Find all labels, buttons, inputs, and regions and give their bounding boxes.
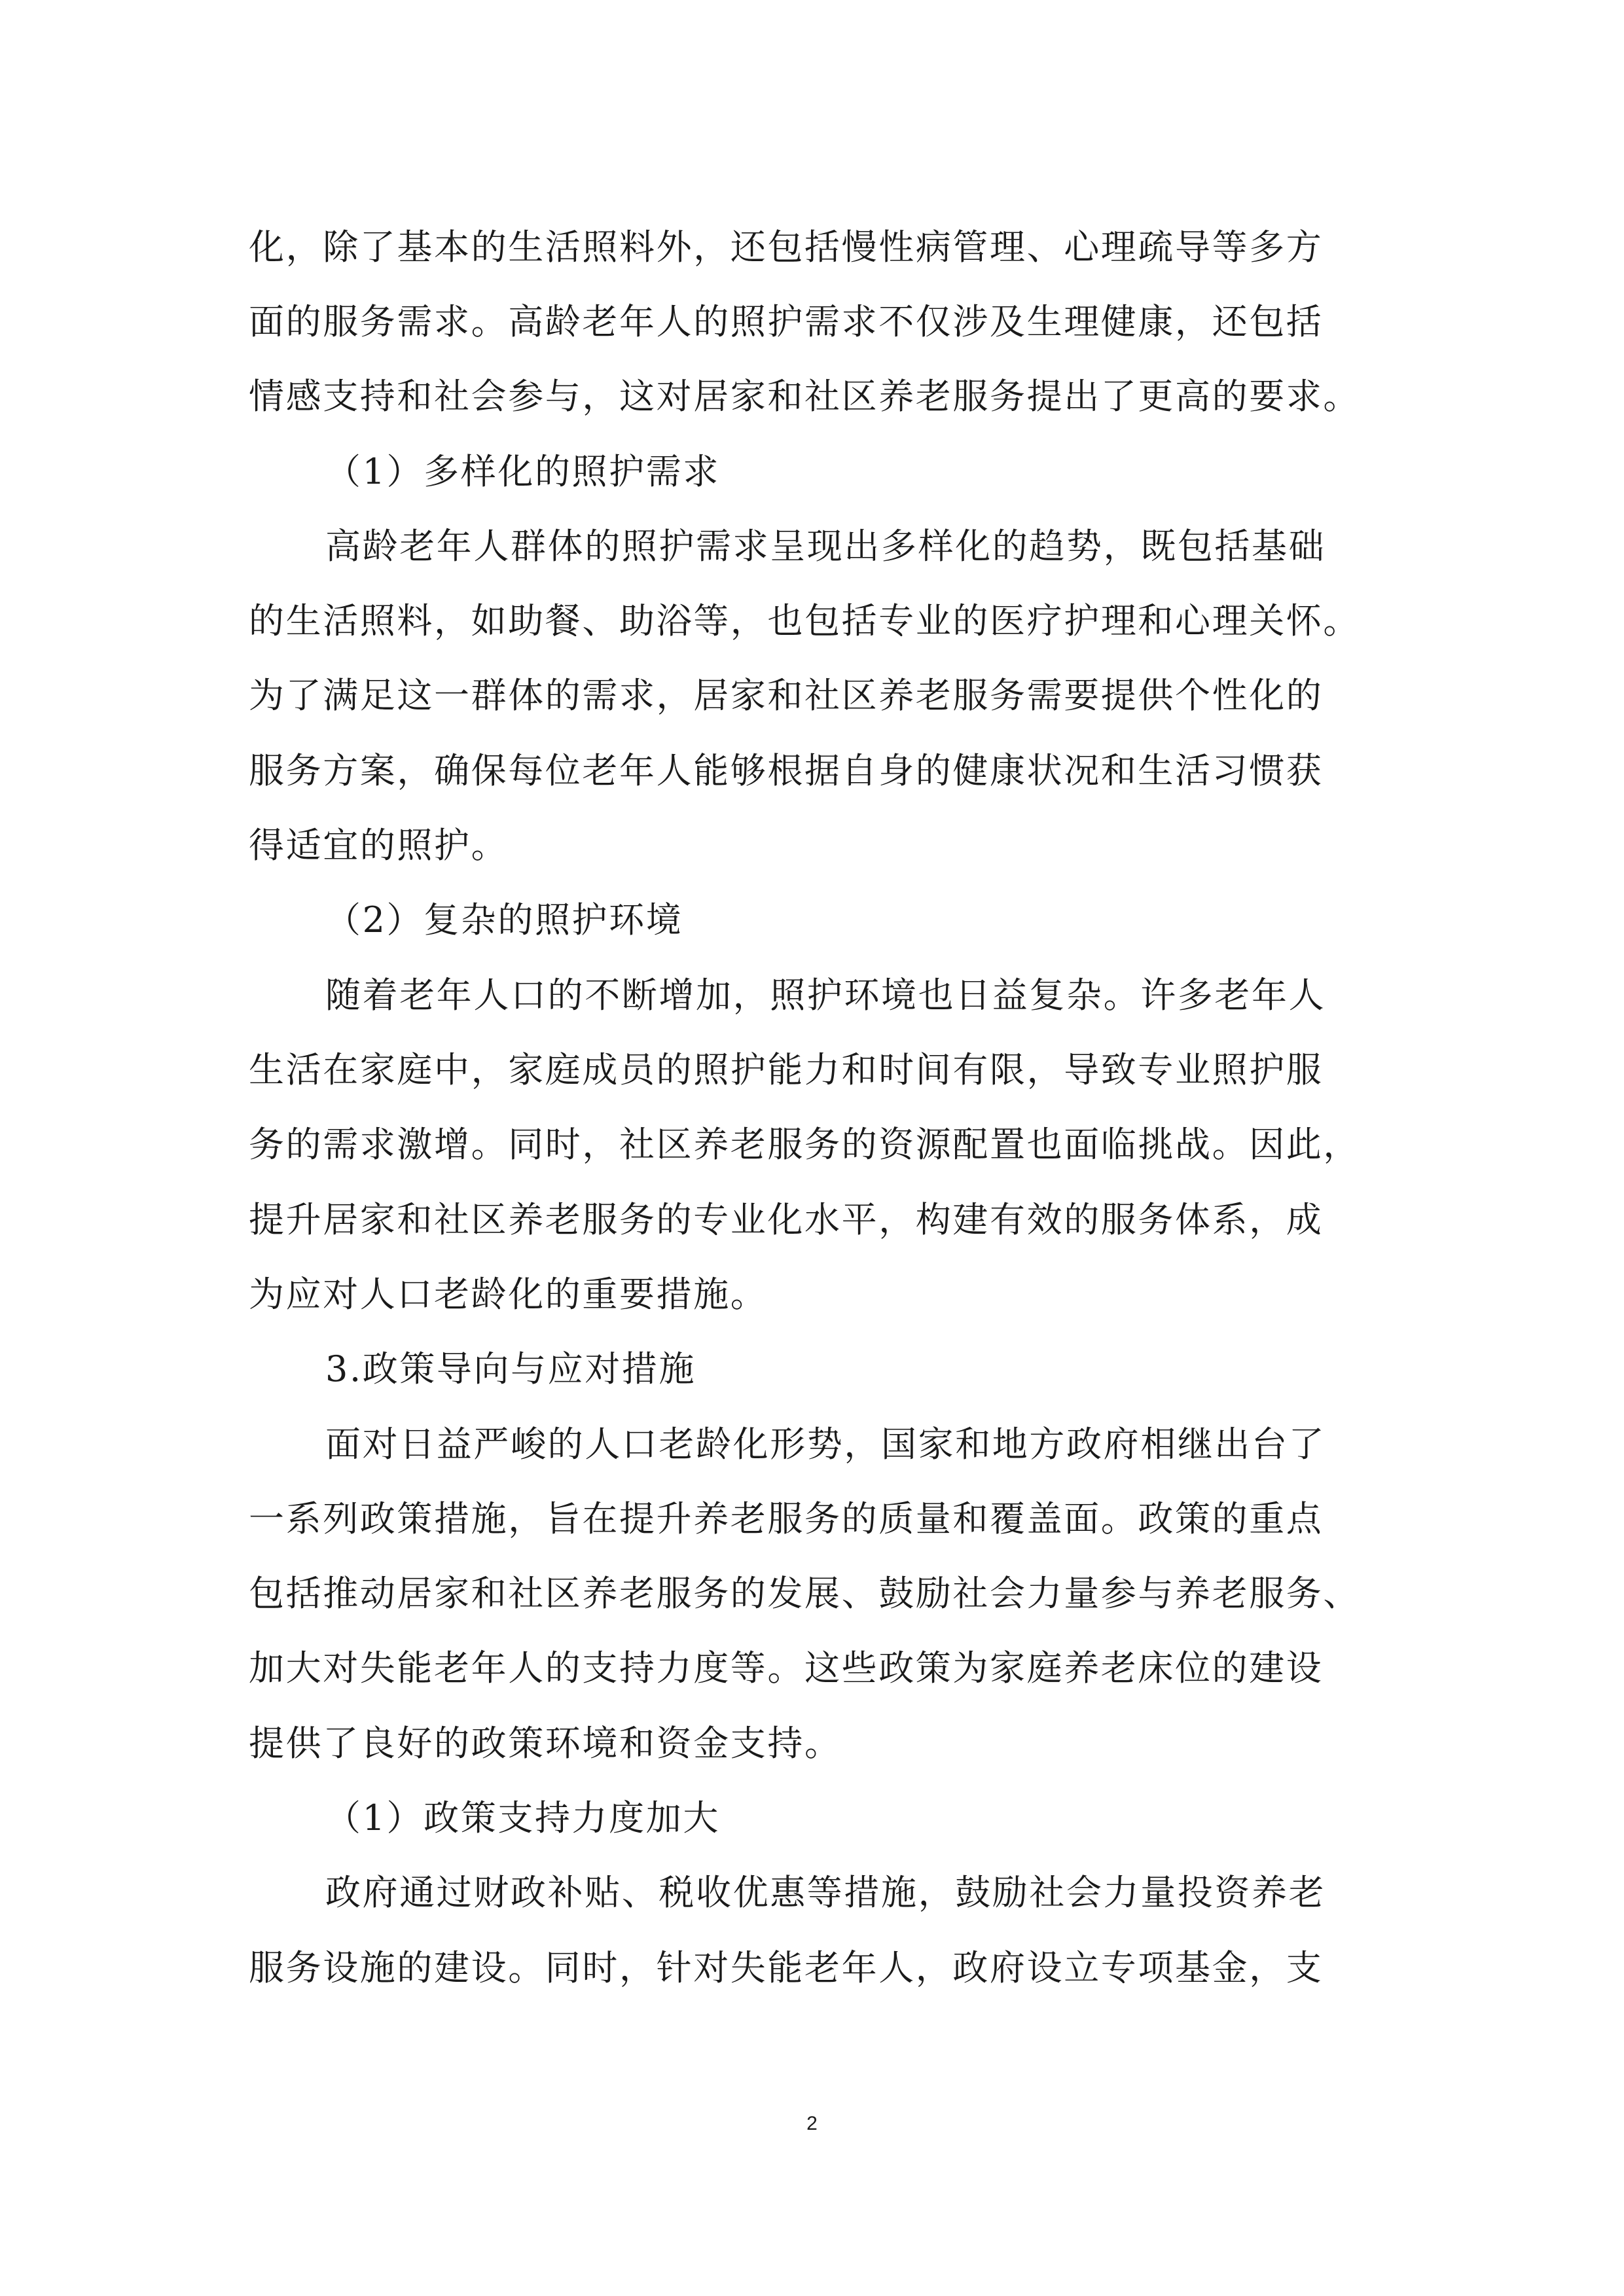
- text-line: 为了满足这一群体的需求，居家和社区养老服务需要提供个性化的: [249, 675, 1324, 716]
- text-line: 高龄老年人群体的照护需求呈现出多样化的趋势，既包括基础: [325, 526, 1326, 567]
- text-line: 加大对失能老年人的支持力度等。这些政策为家庭养老床位的建设: [249, 1647, 1324, 1689]
- text-line: 面的服务需求。高龄老年人的照护需求不仅涉及生理健康，还包括: [249, 301, 1324, 342]
- text-line: 包括推动居家和社区养老服务的发展、鼓励社会力量参与养老服务、: [249, 1573, 1360, 1614]
- text-line: 服务设施的建设。同时，针对失能老年人，政府设立专项基金，支: [249, 1947, 1324, 1988]
- text-line: 服务方案，确保每位老年人能够根据自身的健康状况和生活习惯获: [249, 750, 1324, 791]
- section-heading: （1）政策支持力度加大: [325, 1797, 720, 1839]
- section-heading: （2）复杂的照护环境: [325, 899, 683, 941]
- section-heading: 3.政策导向与应对措施: [325, 1348, 696, 1390]
- text-line: 面对日益严峻的人口老龄化形势，国家和地方政府相继出台了: [325, 1424, 1326, 1465]
- text-line: 政府通过财政补贴、税收优惠等措施，鼓励社会力量投资养老: [325, 1872, 1326, 1913]
- text-line: 随着老年人口的不断增加，照护环境也日益复杂。许多老年人: [325, 975, 1326, 1016]
- page-number: 2: [806, 2113, 818, 2134]
- text-line: 得适宜的照护。: [249, 825, 509, 866]
- text-line: 的生活照料，如助餐、助浴等，也包括专业的医疗护理和心理关怀。: [249, 600, 1360, 641]
- section-heading: （1）多样化的照护需求: [325, 451, 720, 492]
- text-line: 一系列政策措施，旨在提升养老服务的质量和覆盖面。政策的重点: [249, 1498, 1324, 1539]
- text-line: 为应对人口老龄化的重要措施。: [249, 1274, 768, 1315]
- text-line: 化，除了基本的生活照料外，还包括慢性病管理、心理疏导等多方: [249, 226, 1324, 268]
- text-line: 情感支持和社会参与，这对居家和社区养老服务提出了更高的要求。: [249, 376, 1360, 417]
- text-line: 提供了良好的政策环境和资金支持。: [249, 1723, 842, 1764]
- text-line: 生活在家庭中，家庭成员的照护能力和时间有限，导致专业照护服: [249, 1049, 1324, 1090]
- text-line: 提升居家和社区养老服务的专业化水平，构建有效的服务体系，成: [249, 1199, 1324, 1240]
- text-line: 务的需求激增。同时，社区养老服务的资源配置也面临挑战。因此，: [249, 1124, 1360, 1165]
